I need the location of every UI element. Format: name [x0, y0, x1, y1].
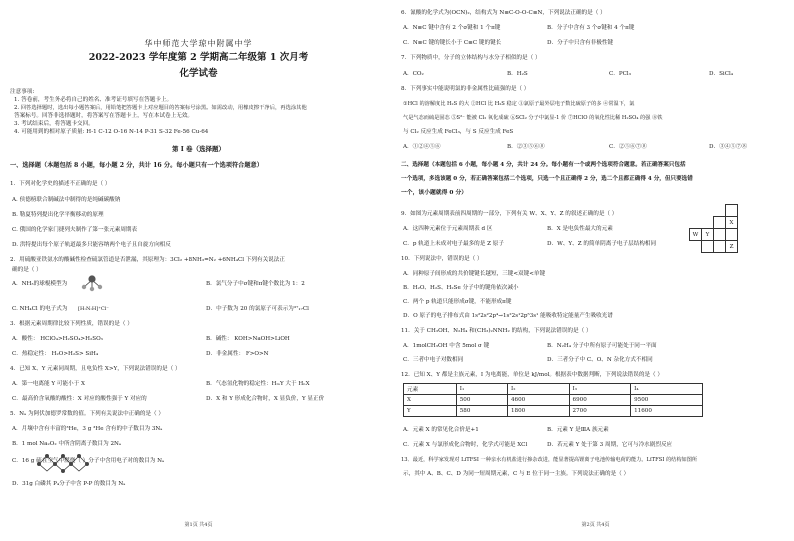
q8-option-c: C．②⑤⑥⑦⑧ — [609, 144, 647, 150]
nh4cl-electron-formula: [H:N:H]⁺Cl⁻ — [78, 306, 109, 312]
q8-statements: ①HCl 的溶解度比 H₂S 的大 ②HCl 比 H₂S 稳定 ③氯原子最外层电子数比硫原子的多 ④常温下，氯 — [403, 101, 635, 107]
question-1: 1．下列对化学史的描述不正确的是（ ） — [10, 181, 111, 187]
table-header-cell: I₂ — [507, 384, 569, 395]
q5-option-c: C．16 g 硫在空气中燃烧（ ）分子中含用电子对的数目为 Nₐ — [12, 458, 165, 464]
q3-option-b: B．碱性： KOH>NaOH>LiOH — [206, 336, 290, 342]
q1-option-d: D. 洪特提出每个原子轨道最多只能容纳两个电子且自旋方向相反 — [12, 242, 171, 248]
part-one-heading: 第 I 卷（选择题） — [171, 145, 226, 153]
q10-option-d: D．O 原子的电子排布式由 1s²2s²2p⁴→1s²2s¹2p⁵3s¹ 能吸收特定能量产生吸收光谱 — [403, 313, 613, 319]
q10-option-c: C．两个 p 轨道只能形成σ键，不能形成π键 — [403, 299, 512, 305]
q2-option-c: C. NH₄Cl 的电子式为 — [12, 306, 68, 312]
ionization-energy-table — [403, 383, 703, 417]
note-line: 1. 答卷前，考生务必将自己的姓名、准考证号填写在答题卡上。 — [14, 97, 173, 103]
question-13-cont: 示，其中 A、B、C、D 为同一短周期元素，C 与 E 位于同一主族。下列说法正确的是（ ） — [403, 471, 630, 477]
q6-option-d: D．分子中只含有非极性键 — [547, 40, 614, 46]
nh3-ball-stick-model-icon — [78, 272, 106, 292]
q6-option-a: A．N≡C 键中含有 2 个σ键和 1 个π键 — [403, 25, 501, 31]
table-cell: 500 — [456, 395, 507, 406]
question-6: 6．氰酸的化学式为(OCN)₂，结构式为 N≡C-O-O-C≡N，下列说法正确的是（ ） — [401, 10, 606, 16]
question-4: 4．已知 X、Y 元素同周期，且电负性 X>Y，下列说法错误的是（ ） — [10, 366, 181, 372]
q8-statements: 气是气态而硫是固态 ⑤S²⁻ 能被 Cl₂ 氧化成硫 ⑥SCl₂ 分子中氯显-1 价 ⑦HClO 的氧化性比稀 H₂SO₄ 的强 ⑧铁 — [403, 115, 663, 121]
q12-option-c: C．元素 X 与氯形成化合物时，化学式可能是 XCl — [403, 442, 528, 448]
q2-option-d: D．中子数为 20 的氯原子可表示为³⁷₁₇Cl — [206, 306, 309, 312]
question-5: 5．Nₐ 为阿伏加德罗常数的值。下列有关说法中正确的是（ ） — [10, 411, 165, 417]
q4-option-b: B．气态氢化物的稳定性：HₘY 大于 HₙX — [206, 381, 310, 387]
q7-option-d: D．SiCl₄ — [709, 71, 734, 77]
grid-cell-x: X — [726, 217, 738, 229]
table-header-row — [404, 384, 703, 395]
q4-option-a: A．第一电离能 Y 可能小于 X — [12, 381, 85, 387]
table-row — [404, 406, 703, 417]
table-cell: 2700 — [569, 406, 631, 417]
question-10: 10．下列说法中，错误的是（ ） — [401, 256, 483, 262]
table-header-cell: 元素 — [404, 384, 457, 395]
q11-option-a: A．1molCH₃OH 中含 5mol σ 键 — [403, 343, 490, 349]
q2-option-b: B．氯气分子中σ键和π键个数比为 1：2 — [206, 281, 305, 287]
grid-cell-w: W — [690, 229, 702, 241]
question-2-cont: 确的是（ ） — [12, 267, 42, 273]
q3-option-c: C．热稳定性： H₂O>H₂S> SiH₄ — [12, 351, 99, 357]
question-2: 2．用硫酸亚铁氨水的酸碱性检查硫氯管道是否泄漏，其原理为：3Cl₂ +8NH₃=N₂ +6NH₄Cl 下列有关说法正 — [10, 257, 285, 263]
note-line: 答案标号。回答非选择题时，将答案写在答题卡上，写在本试卷上无效。 — [14, 113, 194, 119]
q9-option-a: A．这四种元素位于元素周期表 d 区 — [403, 226, 493, 232]
q12-option-b: B．元素 Y 是ⅢA 族元素 — [547, 427, 609, 433]
periodic-table-fragment — [689, 204, 750, 253]
table-header-cell: I₃ — [569, 384, 631, 395]
q6-option-c: C．N≡C 键的键长小于 C≡C 键的键长 — [403, 40, 502, 46]
table-cell: Y — [404, 406, 457, 417]
question-9: 9．如图为元素周期表前四周期的一部分，下列有关 W、X、Y、Z 的叙述正确的是（ ） — [401, 211, 618, 217]
section-two-title-cont: 一个选项，多选该题 0 分，若正确答案包括二个选项，只选一个且正确得 2 分，选二个且都正确得 4 分，但只要选错 — [401, 176, 693, 182]
note-line: 4. 可能用到的相对原子质量: H-1 C-12 O-16 N-14 P-31 S-32 Fe-56 Cu-64 — [14, 129, 209, 135]
section-two-title-cont: 一个，该小题就得 0 分） — [401, 190, 468, 196]
question-7: 7．下列物质中，分子的立体结构与水分子相似的是（ ） — [401, 55, 541, 61]
question-11: 11．关于 CH₃OH、N₂H₄ 和(CH₃)₂NNH₂ 的结构，下列说法错误的是（ ） — [401, 328, 592, 334]
q9-option-d: D．W、Y、Z 的简单阴离子电子层结构相同 — [547, 241, 657, 247]
table-row — [404, 395, 703, 406]
q7-option-b: B．H₂S — [507, 71, 528, 77]
question-12: 12．已知 X、Y 都是主族元素，I 为电离能，单位是 kJ/mol。根据表中数据判断，下列说法错误的是（ ） — [401, 372, 664, 378]
q9-option-c: C．p 轨道上未成对电子最多的是 Z 原子 — [403, 241, 504, 247]
q8-option-d: D．③④⑤⑦⑧ — [709, 144, 748, 150]
table-cell: 4600 — [507, 395, 569, 406]
q5-option-d: D．31g 白磷其 P₄分子中含 P-P 的数目为 Nₐ — [12, 481, 126, 487]
table-cell: 9500 — [631, 395, 703, 406]
question-8: 8．下列事实中能说明氯的非金属性比硫强的是（ ） — [401, 86, 530, 92]
exam-subtitle: 化学试卷 — [179, 68, 218, 79]
q4-option-d: D．X 和 Y 形成化合物时，X 显负价，Y 显正价 — [206, 396, 325, 402]
table-header-cell: I₄ — [631, 384, 703, 395]
q11-option-b: B．N₂H₄ 分子中所有原子可能处于同一平面 — [547, 343, 657, 349]
q10-option-b: B．H₂O、H₂S、H₂Se 分子中的键角依次减小 — [403, 285, 519, 291]
grid-cell-z: Z — [726, 241, 738, 253]
note-line: 2. 回答选择题时，选出每小题答案后，用铅笔把答题卡上对应题目的答案标号涂黑。如需改动，用橡皮擦干净后，再选涂其他 — [14, 105, 307, 111]
q4-option-c: C．最高价含氧酸的酸性：X 对应的酸性强于 Y 对应的 — [12, 396, 147, 402]
table-cell: 580 — [456, 406, 507, 417]
right-page — [397, 0, 794, 541]
table-cell: X — [404, 395, 457, 406]
q12-option-a: A．元素 X 的常见化合价是+1 — [403, 427, 479, 433]
section-one-title: 一、选择题（本题包括 8 小题，每小题 2 分，共计 16 分。每小题只有一个选项符合题意） — [10, 162, 263, 169]
table-cell: 1800 — [507, 406, 569, 417]
school-name: 华中师范大学琼中附属中学 — [144, 39, 253, 48]
q12-option-d: D．若元素 Y 处于第 3 周期，它可与冷水剧烈反应 — [547, 442, 673, 448]
q1-option-b: B. 勒夏特列提出化学平衡移动的原理 — [12, 212, 104, 218]
q9-option-b: B．X 是电负性最大的元素 — [547, 226, 613, 232]
grid-cell-y: Y — [702, 229, 714, 241]
q3-option-a: A．酸性： HClO₄>H₂SO₄>H₂SO₃ — [12, 336, 103, 342]
q8-option-a: A．①②④⑤⑥ — [403, 144, 441, 150]
q5-option-a: A．月壤中含有丰富的³He，3 g ³He 含有的中子数目为 3Nₐ — [12, 426, 163, 432]
table-header-cell: I₁ — [456, 384, 507, 395]
page-footer: 第1页 共4页 — [184, 522, 213, 528]
question-13: 13．最近，科学家发现对 LiTFSI 一种亲水有机盐进行掺杂改进，能显著提高锂离子电池传输电荷的能力。LiTFSI 的结构如图所 — [401, 457, 698, 463]
q7-option-c: C．PCl₃ — [609, 71, 631, 77]
exam-title: 2022-2023 学年度第 2 学期高二年级第 1 次月考 — [88, 52, 309, 63]
q8-option-b: B．②③⑤⑥⑧ — [507, 144, 545, 150]
table-cell: 6900 — [569, 395, 631, 406]
q8-statements: 与 Cl₂ 反应生成 FeCl₃，与 S 反应生成 FeS — [403, 129, 514, 135]
q10-option-a: A．同种原子间形成的共价键键长越短，三键<双键<单键 — [403, 271, 546, 277]
page-footer: 第2页 共4页 — [581, 522, 610, 528]
question-3: 3．根据元素周期律比较下列性质，错误的是（ ） — [10, 321, 133, 327]
q2-option-a: A．NH₃的球棍模型为 — [12, 281, 68, 287]
q11-option-c: C．三者中电子对数相同 — [403, 357, 464, 363]
q1-option-a: A. 侯德榜联合制碱法中制得的是纯碱碳酸钠 — [12, 197, 121, 203]
q5-option-b: B．1 mol Na₂O₂ 中所含阴离子数目为 2Nₐ — [12, 441, 122, 447]
note-line: 3. 考试结束后，将答题卡交回。 — [14, 121, 94, 127]
q3-option-d: D．非金属性： F>O>N — [206, 351, 269, 357]
table-cell: 11600 — [631, 406, 703, 417]
q7-option-a: A．CO₂ — [403, 71, 424, 77]
notes-heading: 注意事项: — [10, 89, 35, 95]
q1-option-c: C. 俄国的化学家门捷列夫制作了第一张元素周期表 — [12, 227, 138, 233]
section-two-title: 二、选择题（本题包括 6 小题，每小题 4 分，共计 24 分。每小题有一个或两个选项符合题意。若正确答案只包括 — [401, 162, 686, 168]
q11-option-d: D．三者分子中 C、O、N 杂化方式不相同 — [547, 357, 653, 363]
q6-option-b: B．分子中含有 3 个σ键和 4 个π键 — [547, 25, 635, 31]
